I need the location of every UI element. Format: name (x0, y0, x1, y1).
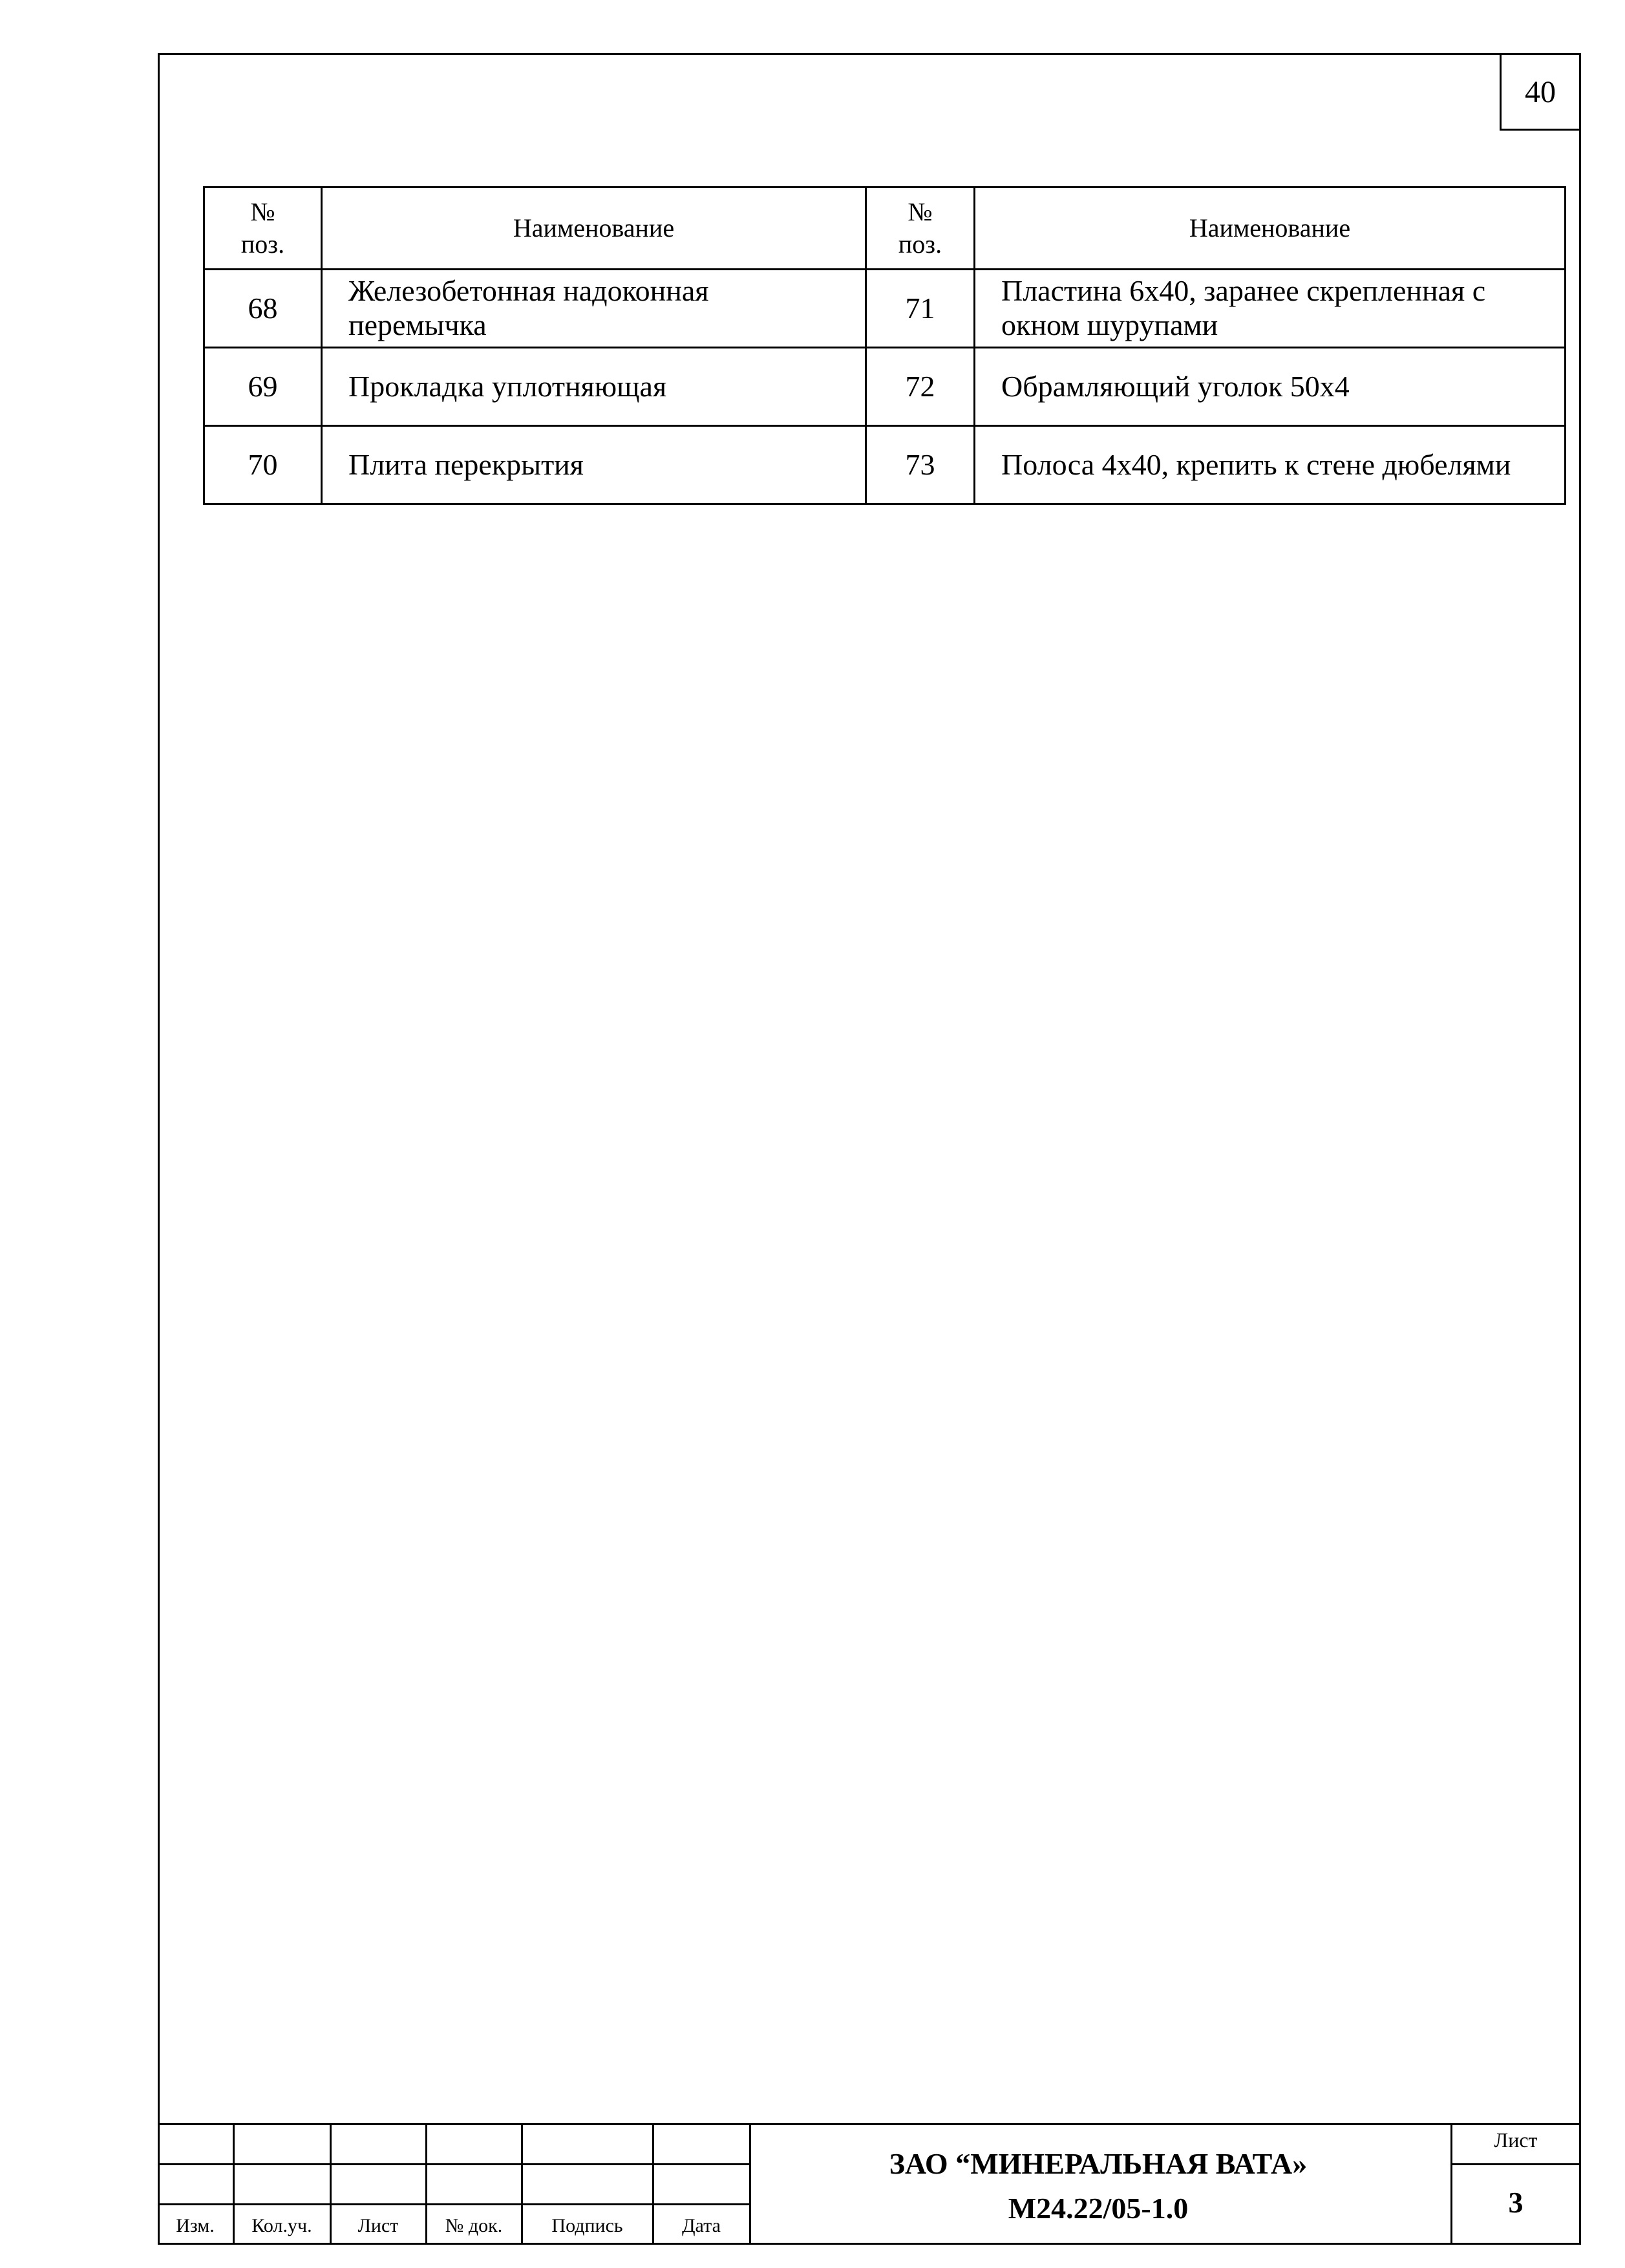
sheet-number: 3 (1508, 2186, 1524, 2219)
sheet-label: Лист (1494, 2128, 1538, 2152)
name-cell: Плита перекрытия (322, 426, 866, 504)
table-header-row (204, 187, 1566, 270)
pos-cell: 70 (204, 426, 322, 504)
table-row (204, 426, 1566, 504)
organization-name: ЗАО “МИНЕРАЛЬНАЯ ВАТА» (889, 2147, 1308, 2180)
name-cell: Железобетонная надоконная перемычка (322, 270, 866, 348)
page-number: 40 (1500, 53, 1581, 131)
name-cell: Пластина 6х40, заранее скрепленная с окном шурупами (975, 270, 1566, 348)
stamp-col-kol-uch: Кол.уч. (251, 2215, 312, 2236)
pos-cell: 71 (866, 270, 975, 348)
header-name-right: Наименование (975, 187, 1566, 270)
header-pos-right: № поз. (866, 187, 975, 270)
document-code: М24.22/05-1.0 (1008, 2192, 1189, 2225)
stamp-col-date: Дата (682, 2215, 721, 2236)
specification-table (203, 186, 1566, 505)
title-block (158, 2123, 1581, 2245)
pos-cell: 73 (866, 426, 975, 504)
stamp-col-list: Лист (357, 2215, 399, 2236)
pos-cell: 69 (204, 348, 322, 426)
header-pos-left: № поз. (204, 187, 322, 270)
stamp-col-signature: Подпись (551, 2215, 623, 2236)
organization-block (749, 2141, 1447, 2231)
stamp-col-izm: Изм. (176, 2215, 215, 2236)
name-cell: Полоса 4х40, крепить к стене дюбелями (975, 426, 1566, 504)
name-cell: Обрамляющий уголок 50х4 (975, 348, 1566, 426)
pos-cell: 68 (204, 270, 322, 348)
table-row (204, 348, 1566, 426)
table-row (204, 270, 1566, 348)
pos-cell: 72 (866, 348, 975, 426)
name-cell: Прокладка уплотняющая (322, 348, 866, 426)
stamp-col-doc-no: № док. (445, 2215, 503, 2236)
header-name-left: Наименование (322, 187, 866, 270)
